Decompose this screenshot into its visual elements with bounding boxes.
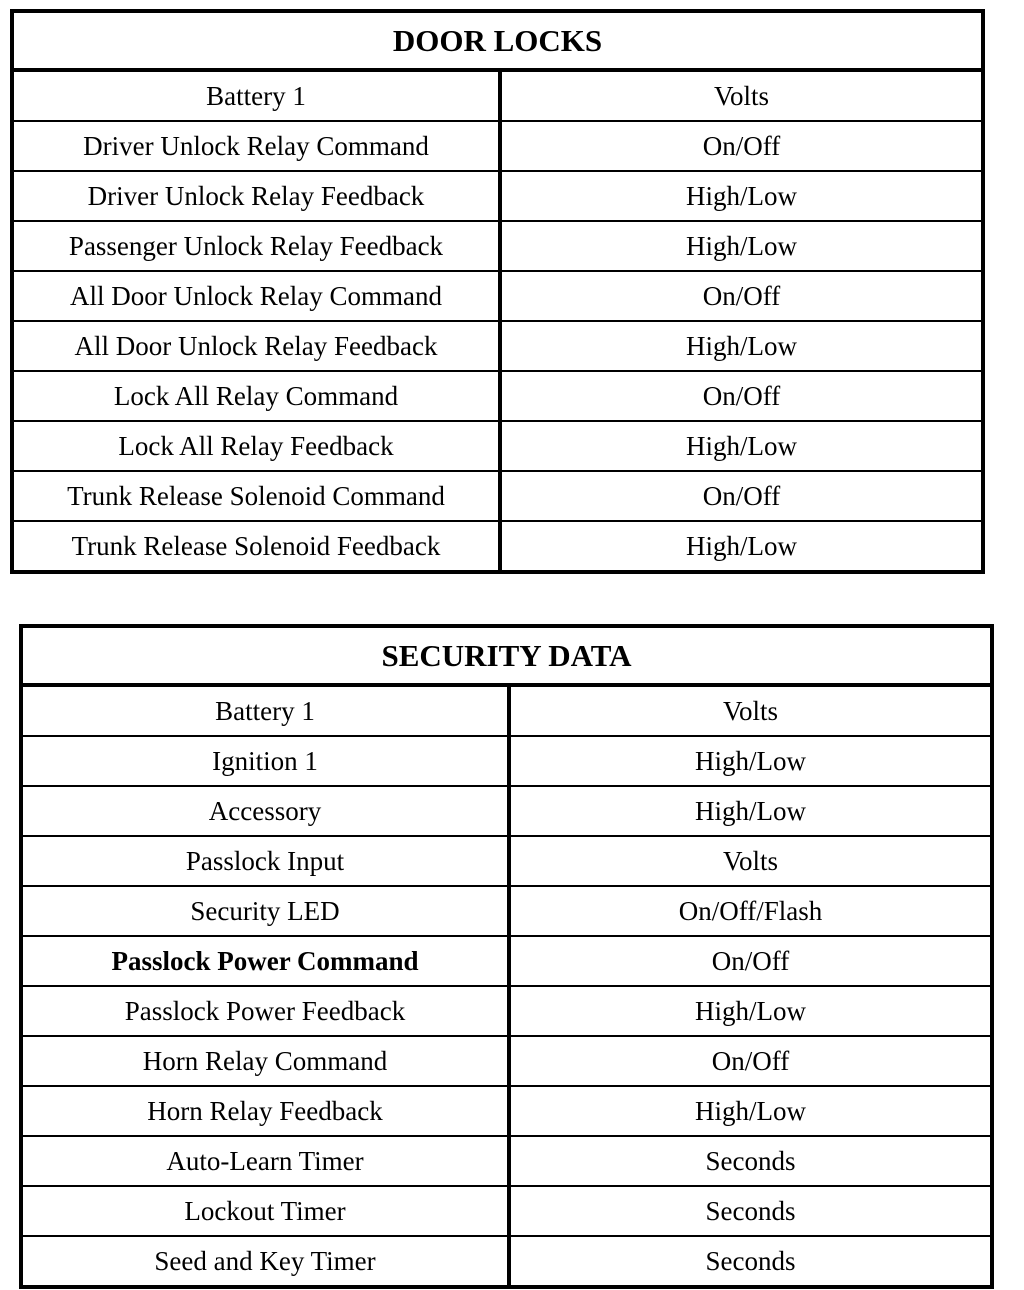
units-cell: On/Off	[509, 936, 992, 986]
table-row	[21, 736, 992, 786]
units-cell: High/Low	[500, 171, 983, 221]
table-row	[12, 321, 983, 371]
door-locks-title: DOOR LOCKS	[12, 11, 983, 70]
parameter-cell: Horn Relay Feedback	[21, 1086, 509, 1136]
units-cell: Seconds	[509, 1236, 992, 1287]
security-data-title: SECURITY DATA	[21, 626, 992, 685]
table-row	[12, 70, 983, 121]
table-row	[21, 886, 992, 936]
table-row	[21, 1186, 992, 1236]
table-row	[21, 685, 992, 736]
parameter-cell: Horn Relay Command	[21, 1036, 509, 1086]
table-row	[12, 471, 983, 521]
security-data-table	[19, 624, 994, 1289]
table-row	[12, 271, 983, 321]
units-cell: On/Off	[500, 121, 983, 171]
units-cell: High/Low	[509, 736, 992, 786]
parameter-cell: Battery 1	[12, 70, 500, 121]
table-header-row	[12, 11, 983, 70]
parameter-cell: Driver Unlock Relay Feedback	[12, 171, 500, 221]
parameter-cell: Trunk Release Solenoid Feedback	[12, 521, 500, 572]
parameter-cell: All Door Unlock Relay Command	[12, 271, 500, 321]
parameter-cell: Seed and Key Timer	[21, 1236, 509, 1287]
table-row	[21, 786, 992, 836]
parameter-cell: Trunk Release Solenoid Command	[12, 471, 500, 521]
units-cell: On/Off/Flash	[509, 886, 992, 936]
table-row	[12, 421, 983, 471]
table-row	[12, 171, 983, 221]
parameter-cell: Passlock Power Feedback	[21, 986, 509, 1036]
door-locks-table	[10, 9, 985, 574]
parameter-cell: Ignition 1	[21, 736, 509, 786]
units-cell: On/Off	[500, 371, 983, 421]
table-row	[12, 121, 983, 171]
table-row	[21, 1236, 992, 1287]
parameter-cell: Lock All Relay Command	[12, 371, 500, 421]
units-cell: Volts	[509, 685, 992, 736]
units-cell: Volts	[500, 70, 983, 121]
parameter-cell: Lockout Timer	[21, 1186, 509, 1236]
parameter-cell: Passlock Input	[21, 836, 509, 886]
parameter-cell: Auto-Learn Timer	[21, 1136, 509, 1186]
units-cell: High/Low	[500, 221, 983, 271]
parameter-cell: Driver Unlock Relay Command	[12, 121, 500, 171]
parameter-cell: Security LED	[21, 886, 509, 936]
table-row	[21, 986, 992, 1036]
units-cell: High/Low	[500, 421, 983, 471]
units-cell: High/Low	[509, 986, 992, 1036]
parameter-cell: Passenger Unlock Relay Feedback	[12, 221, 500, 271]
table-row	[12, 221, 983, 271]
parameter-cell: All Door Unlock Relay Feedback	[12, 321, 500, 371]
table-row	[21, 1086, 992, 1136]
table-row	[21, 836, 992, 886]
units-cell: High/Low	[500, 521, 983, 572]
units-cell: High/Low	[500, 321, 983, 371]
units-cell: Volts	[509, 836, 992, 886]
parameter-cell: Accessory	[21, 786, 509, 836]
table-row	[21, 1036, 992, 1086]
units-cell: High/Low	[509, 786, 992, 836]
table-row	[12, 521, 983, 572]
units-cell: High/Low	[509, 1086, 992, 1136]
table-row	[21, 936, 992, 986]
units-cell: Seconds	[509, 1186, 992, 1236]
table-header-row	[21, 626, 992, 685]
parameter-cell: Lock All Relay Feedback	[12, 421, 500, 471]
units-cell: Seconds	[509, 1136, 992, 1186]
units-cell: On/Off	[500, 271, 983, 321]
table-row	[12, 371, 983, 421]
table-row	[21, 1136, 992, 1186]
parameter-cell: Battery 1	[21, 685, 509, 736]
parameter-cell: Passlock Power Command	[21, 936, 509, 986]
units-cell: On/Off	[500, 471, 983, 521]
units-cell: On/Off	[509, 1036, 992, 1086]
